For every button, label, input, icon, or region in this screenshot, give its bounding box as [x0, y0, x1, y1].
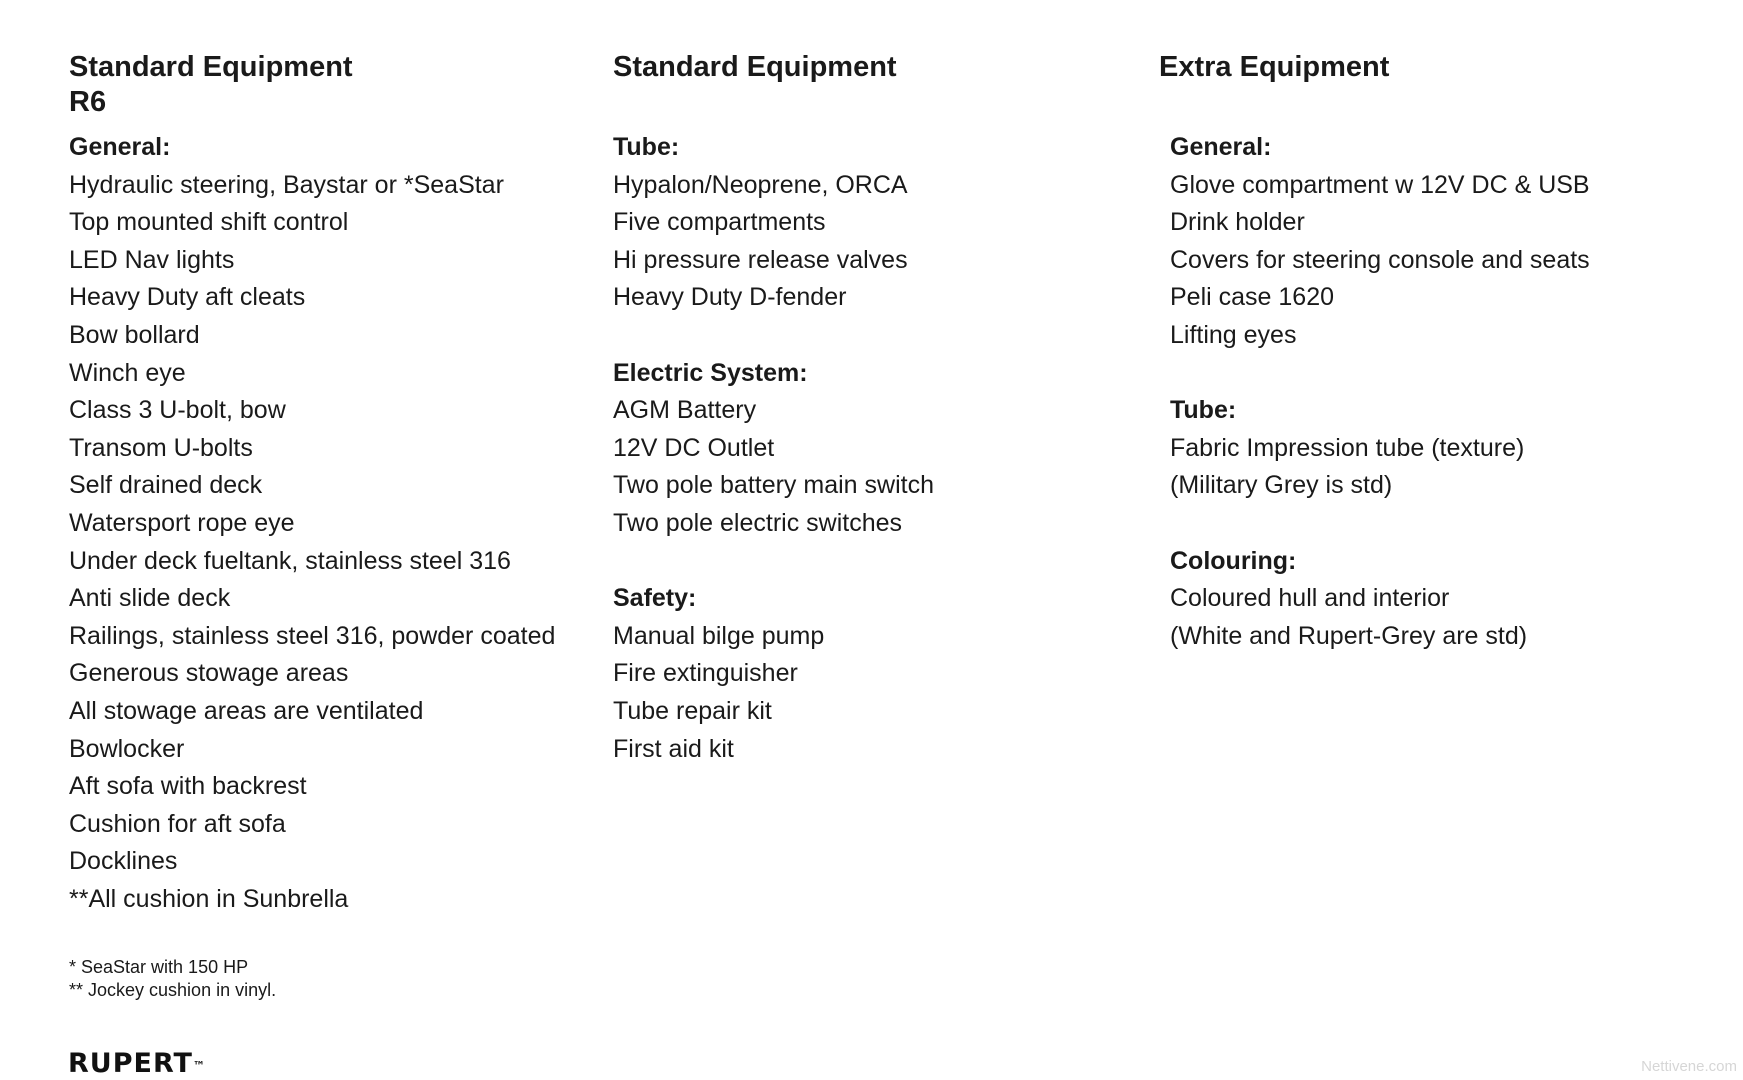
equipment-item: Self drained deck: [69, 471, 263, 500]
section-title: Tube:: [613, 133, 680, 161]
section-title: General:: [69, 133, 171, 161]
equipment-item: Two pole battery main switch: [613, 471, 934, 500]
equipment-item: Two pole electric switches: [613, 508, 903, 537]
footnotes: [69, 956, 276, 1002]
equipment-item: Lifting eyes: [1170, 320, 1297, 349]
equipment-item: Peli case 1620: [1170, 283, 1335, 312]
standard-equipment-r6-column: [69, 50, 569, 918]
equipment-item: Heavy Duty D-fender: [613, 283, 847, 312]
equipment-item: Bowlocker: [69, 734, 185, 763]
column-heading: [1159, 50, 1699, 85]
equipment-item: AGM Battery: [613, 396, 757, 425]
equipment-item: Five compartments: [613, 208, 826, 237]
equipment-item: Drink holder: [1170, 208, 1305, 237]
column-heading: [613, 50, 1113, 85]
section-title: Safety:: [613, 584, 697, 613]
equipment-item: Top mounted shift control: [69, 208, 349, 237]
equipment-item: Hi pressure release valves: [613, 245, 908, 274]
equipment-item: Fabric Impression tube (texture): [1170, 433, 1525, 462]
equipment-item: **All cushion in Sunbrella: [69, 884, 349, 913]
equipment-item: Watersport rope eye: [69, 508, 295, 537]
footnote: * SeaStar with 150 HP: [69, 957, 249, 977]
section-title: Colouring:: [1170, 546, 1297, 575]
equipment-item: Heavy Duty aft cleats: [69, 283, 306, 312]
heading-line: Standard Equipment: [69, 51, 353, 83]
column-heading: [69, 50, 569, 120]
equipment-item: Cushion for aft sofa: [69, 809, 286, 838]
section-gap: [1170, 355, 1699, 393]
footnote: ** Jockey cushion in vinyl.: [69, 980, 277, 1000]
equipment-item: Manual bilge pump: [613, 621, 825, 650]
equipment-item: (Military Grey is std): [1170, 471, 1393, 500]
section-title: Tube:: [1170, 396, 1237, 425]
equipment-item: Winch eye: [69, 358, 186, 387]
equipment-section: [1170, 392, 1699, 505]
equipment-section: [1170, 543, 1699, 656]
column-body: [613, 129, 1113, 768]
section-title: Electric System:: [613, 358, 808, 387]
equipment-item: 12V DC Outlet: [613, 433, 775, 462]
equipment-section: [613, 355, 1113, 543]
equipment-item: Transom U-bolts: [69, 433, 253, 462]
equipment-section: [69, 129, 569, 918]
heading-line: Extra Equipment: [1159, 51, 1390, 83]
standard-equipment-column: [613, 50, 1113, 768]
equipment-item: Glove compartment w 12V DC & USB: [1170, 170, 1590, 199]
column-body: [1159, 129, 1699, 655]
equipment-item: LED Nav lights: [69, 245, 235, 274]
equipment-item: Railings, stainless steel 316, powder coated: [69, 621, 556, 650]
equipment-item: Aft sofa with backrest: [69, 772, 307, 801]
column-body: [69, 129, 569, 918]
equipment-item: Docklines: [69, 847, 178, 876]
trademark-symbol: ™: [192, 1059, 205, 1073]
section-gap: [613, 317, 1113, 355]
rupert-logo: [68, 1048, 205, 1080]
section-gap: [613, 543, 1113, 581]
equipment-item: Anti slide deck: [69, 584, 231, 613]
section-gap: [1170, 505, 1699, 543]
equipment-item: Under deck fueltank, stainless steel 316: [69, 546, 511, 575]
equipment-item: Hydraulic steering, Baystar or *SeaStar: [69, 170, 504, 199]
heading-line: Standard Equipment: [613, 51, 897, 83]
equipment-item: Tube repair kit: [613, 696, 772, 725]
heading-line: R6: [69, 86, 107, 118]
equipment-item: Hypalon/Neoprene, ORCA: [613, 170, 908, 199]
equipment-section: [613, 129, 1113, 317]
equipment-item: Coloured hull and interior: [1170, 584, 1450, 613]
equipment-item: Covers for steering console and seats: [1170, 245, 1590, 274]
equipment-section: [613, 580, 1113, 768]
equipment-item: Generous stowage areas: [69, 659, 349, 688]
equipment-item: Class 3 U-bolt, bow: [69, 396, 286, 425]
equipment-item: (White and Rupert-Grey are std): [1170, 621, 1528, 650]
equipment-item: Fire extinguisher: [613, 659, 798, 688]
watermark: Nettivene.com: [1641, 1058, 1737, 1075]
extra-equipment-column: [1159, 50, 1699, 655]
equipment-section: [1170, 129, 1699, 355]
equipment-item: First aid kit: [613, 734, 734, 763]
equipment-item: All stowage areas are ventilated: [69, 696, 424, 725]
logo-text: RUPERT: [68, 1048, 193, 1079]
equipment-item: Bow bollard: [69, 320, 200, 349]
section-title: General:: [1170, 133, 1272, 161]
